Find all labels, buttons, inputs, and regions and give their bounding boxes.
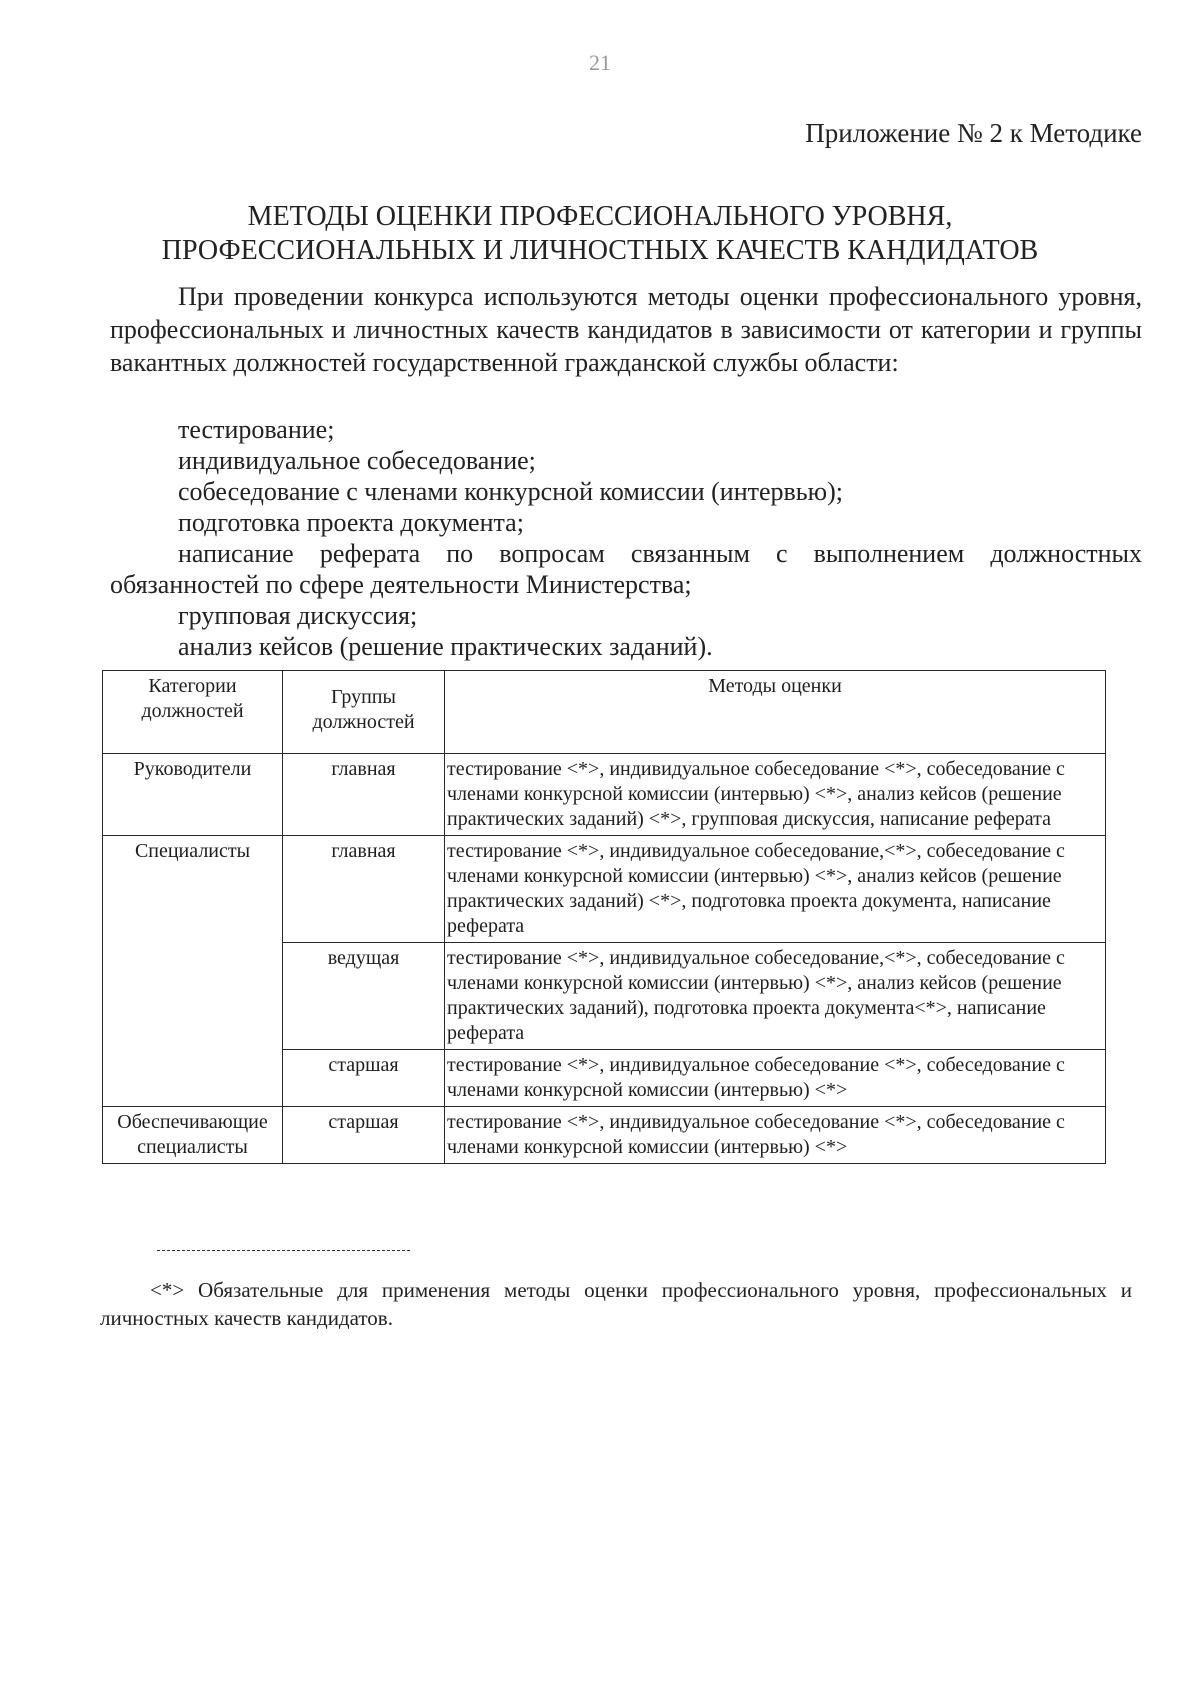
row-group: ведущая [283, 943, 445, 1050]
header-methods: Методы оценки [445, 671, 1106, 754]
header-group: Группы должностей [283, 671, 445, 754]
document-title [0, 200, 1200, 268]
header-category: Категории должностей [103, 671, 283, 754]
table-row [103, 836, 1106, 943]
method-item-document-draft: подготовка проекта документа; [178, 508, 524, 537]
row-category: Обеспечивающие специалисты [103, 1107, 283, 1164]
methods-table [102, 670, 1106, 1164]
row-methods: тестирование <*>, индивидуальное собеседование,<*>, собеседование с членами конкурсной комиссии (интервью) <*>, анализ кейсов (решение практических заданий) <*>, подготовка проекта документа, написание реферата [445, 836, 1106, 943]
title-line-1: МЕТОДЫ ОЦЕНКИ ПРОФЕССИОНАЛЬНОГО УРОВНЯ, [247, 201, 953, 232]
footnote-separator [157, 1250, 410, 1251]
row-methods: тестирование <*>, индивидуальное собеседование <*>, собеседование с членами конкурсной комиссии (интервью) <*> [445, 1107, 1106, 1164]
row-methods: тестирование <*>, индивидуальное собеседование,<*>, собеседование с членами конкурсной комиссии (интервью) <*>, анализ кейсов (решение практических заданий), подготовка проекта документа<*>, написание реферата [445, 943, 1106, 1050]
footnote: <*> Обязательные для применения методы оценки профессионального уровня, профессиональных и личностных качеств кандидатов. [100, 1278, 1132, 1330]
intro-paragraph: При проведении конкурса используются методы оценки профессионального уровня, профессиональных и личностных качеств кандидатов в зависимости от категории и группы вакантных должностей государственной гражданской службы области: [110, 282, 1142, 377]
methods-list [110, 414, 1142, 662]
row-category: Специалисты [103, 836, 283, 1107]
row-category: Руководители [103, 754, 283, 836]
table-header-row [103, 671, 1106, 754]
row-group: главная [283, 754, 445, 836]
title-line-2: ПРОФЕССИОНАЛЬНЫХ И ЛИЧНОСТНЫХ КАЧЕСТВ КАНДИДАТОВ [161, 235, 1039, 266]
method-item-commission-interview: собеседование с членами конкурсной комиссии (интервью); [178, 477, 843, 506]
table-row [103, 754, 1106, 836]
row-group: старшая [283, 1107, 445, 1164]
row-methods: тестирование <*>, индивидуальное собеседование <*>, собеседование с членами конкурсной комиссии (интервью) <*>, анализ кейсов (решение практических заданий) <*>, групповая дискуссия, написание реферата [445, 754, 1106, 836]
page-number: 21 [589, 50, 611, 75]
method-item-individual-interview: индивидуальное собеседование; [178, 446, 536, 475]
row-group: старшая [283, 1050, 445, 1107]
method-item-group-discussion: групповая дискуссия; [178, 601, 418, 630]
row-methods: тестирование <*>, индивидуальное собеседование <*>, собеседование с членами конкурсной комиссии (интервью) <*> [445, 1050, 1106, 1107]
appendix-label: Приложение № 2 к Методике [805, 118, 1142, 148]
table-row [103, 1107, 1106, 1164]
method-item-essay: написание реферата по вопросам связанным с выполнением должностных обязанностей по сфере деятельности Министерства; [110, 539, 1142, 599]
row-group: главная [283, 836, 445, 943]
method-item-testing: тестирование; [178, 415, 335, 444]
method-item-case-analysis: анализ кейсов (решение практических заданий). [178, 632, 713, 661]
